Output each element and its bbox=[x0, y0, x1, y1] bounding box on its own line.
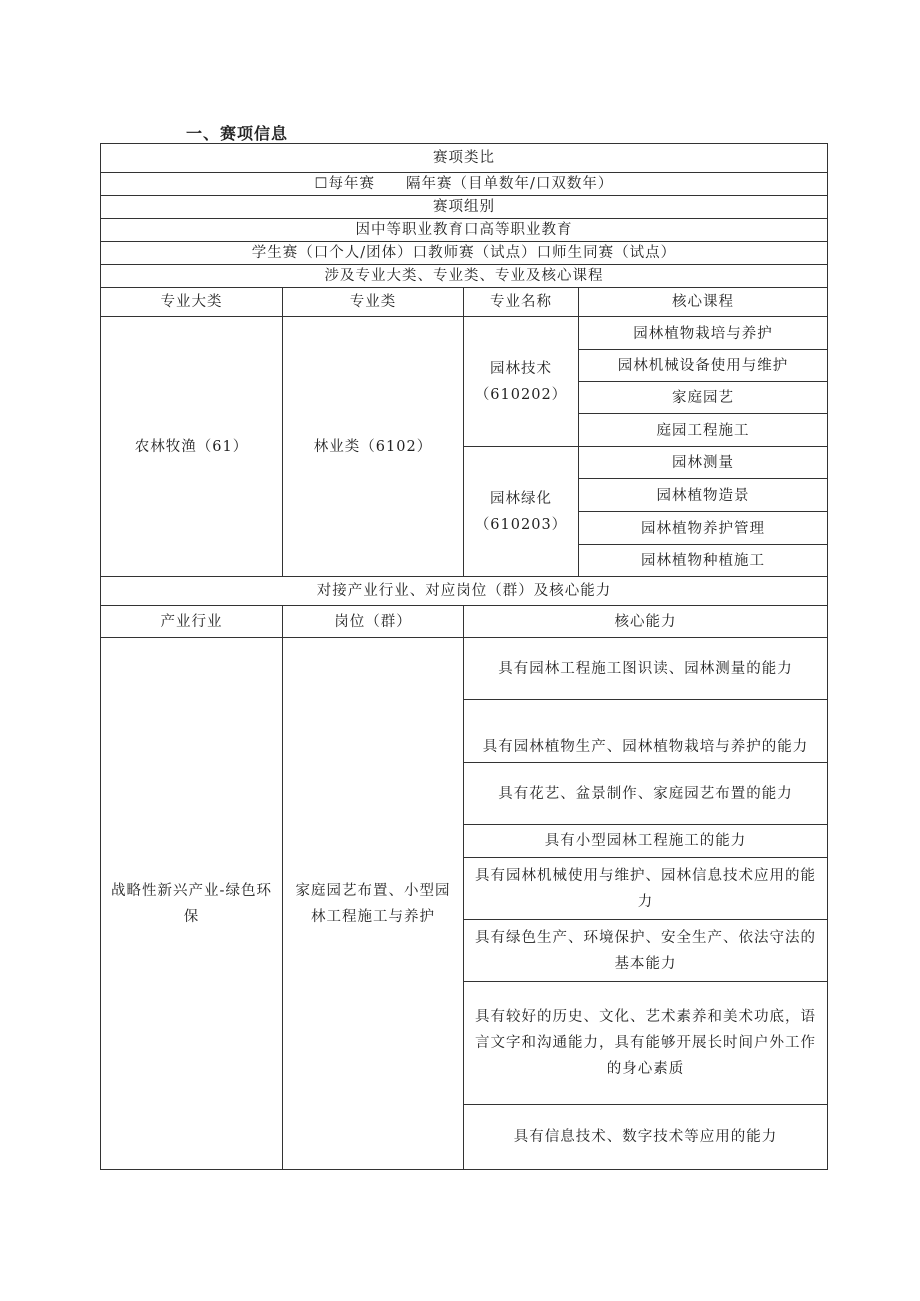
header-core-abilities: 核心能力 bbox=[463, 605, 828, 638]
core-course-cell: 庭园工程施工 bbox=[578, 413, 828, 447]
core-course-cell: 园林植物种植施工 bbox=[578, 544, 828, 577]
header-major-class: 专业类 bbox=[282, 287, 464, 317]
ability-cell: 具有绿色生产、环境保护、安全生产、依法守法的基本能力 bbox=[463, 919, 828, 982]
core-course-cell: 园林植物栽培与养护 bbox=[578, 316, 828, 350]
major-name-cell: 园林绿化（610203） bbox=[463, 446, 579, 577]
ability-cell: 具有较好的历史、文化、艺术素养和美术功底，语言文字和沟通能力，具有能够开展长时间户外工作的身心素质 bbox=[463, 981, 828, 1105]
header-positions: 岗位（群） bbox=[282, 605, 464, 638]
header-core-courses: 核心课程 bbox=[578, 287, 828, 317]
majors-heading-row: 涉及专业大类、专业类、专业及核心课程 bbox=[100, 264, 828, 288]
core-course-cell: 家庭园艺 bbox=[578, 381, 828, 414]
major-class-cell: 林业类（6102） bbox=[282, 316, 464, 577]
positions-cell: 家庭园艺布置、小型园林工程施工与养护 bbox=[282, 637, 464, 1170]
header-major-category: 专业大类 bbox=[100, 287, 283, 317]
major-name-cell: 园林技术（610202） bbox=[463, 316, 579, 447]
section-title: 一、赛项信息 bbox=[186, 124, 289, 143]
industry-cell: 战略性新兴产业-绿色环保 bbox=[100, 637, 283, 1170]
education-level-row: 因中等职业教育口高等职业教育 bbox=[100, 218, 828, 242]
ability-cell: 具有花艺、盆景制作、家庭园艺布置的能力 bbox=[463, 762, 828, 825]
ability-cell: 具有园林机械使用与维护、园林信息技术应用的能力 bbox=[463, 857, 828, 920]
industry-heading-row: 对接产业行业、对应岗位（群）及核心能力 bbox=[100, 576, 828, 606]
category-label-row: 赛项类比 bbox=[100, 143, 828, 173]
frequency-row: ☐每年赛 隔年赛（目单数年/口双数年） bbox=[100, 172, 828, 196]
header-industry: 产业行业 bbox=[100, 605, 283, 638]
core-course-cell: 园林机械设备使用与维护 bbox=[578, 349, 828, 382]
ability-cell: 具有信息技术、数字技术等应用的能力 bbox=[463, 1104, 828, 1170]
major-category-cell: 农林牧渔（61） bbox=[100, 316, 283, 577]
header-major-name: 专业名称 bbox=[463, 287, 579, 317]
core-course-cell: 园林植物养护管理 bbox=[578, 511, 828, 545]
core-course-cell: 园林测量 bbox=[578, 446, 828, 479]
contest-type-row: 学生赛（口个人/团体）口教师赛（试点）口师生同赛（试点） bbox=[100, 241, 828, 265]
ability-cell: 具有园林工程施工图识读、园林测量的能力 bbox=[463, 637, 828, 700]
ability-cell: 具有小型园林工程施工的能力 bbox=[463, 824, 828, 858]
core-course-cell: 园林植物造景 bbox=[578, 478, 828, 512]
group-label-row: 赛项组别 bbox=[100, 195, 828, 219]
ability-cell: 具有园林植物生产、园林植物栽培与养护的能力 bbox=[463, 699, 828, 763]
